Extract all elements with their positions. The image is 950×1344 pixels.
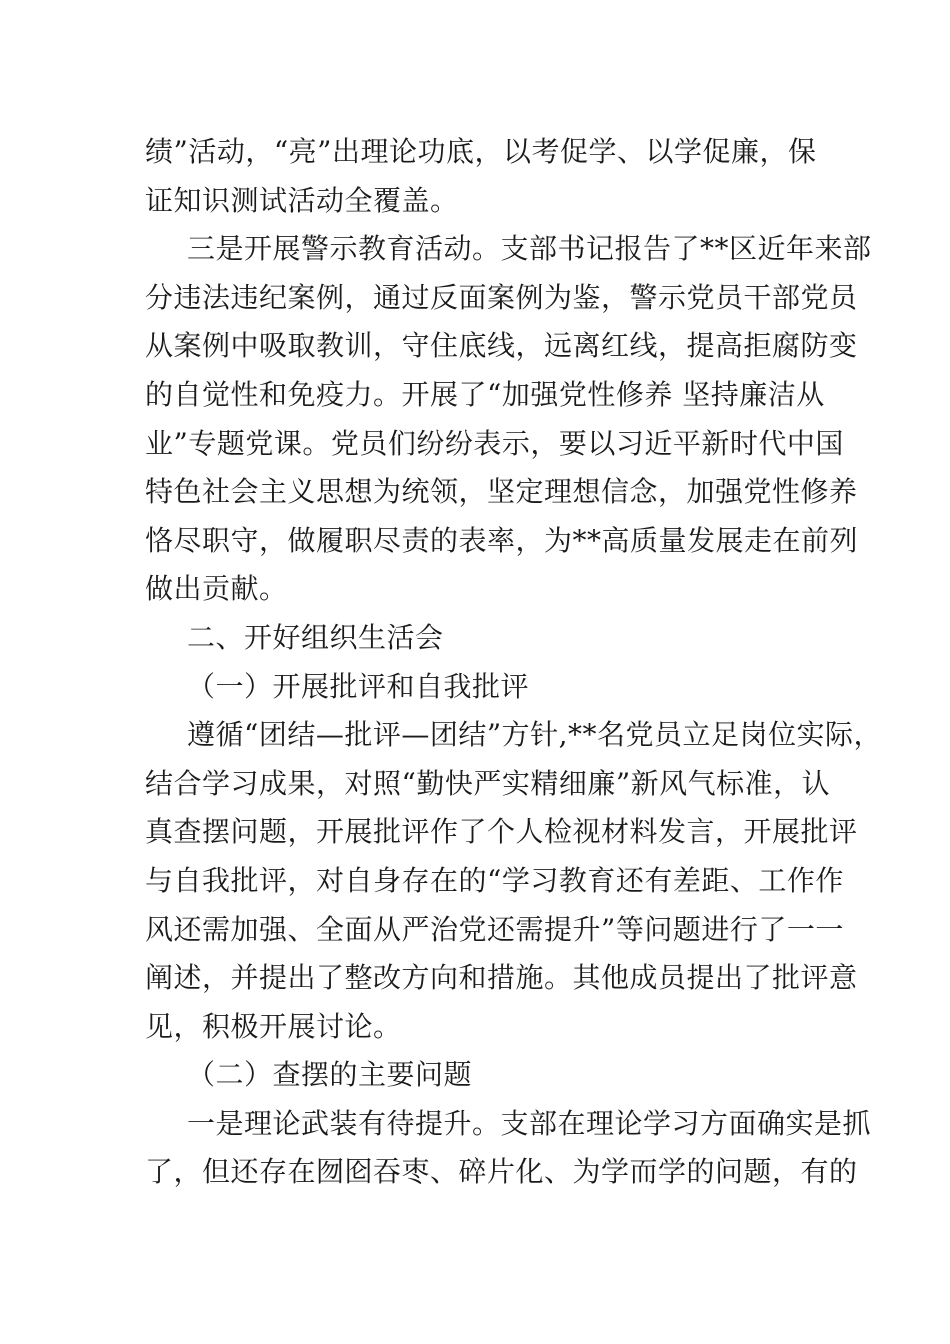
document-body: [145, 128, 883, 1197]
text-line: 绩”活动，“亮”出理论功底，以考促学、以学促廉，保: [145, 135, 817, 168]
text-line: 特色社会主义思想为统领，坚定理想信念，加强党性修养: [145, 475, 858, 509]
text-line: 结合学习成果，对照“勤快严实精细廉”新风气标准，认: [145, 766, 831, 800]
text-line: （二）查摆的主要问题: [187, 1058, 473, 1092]
text-line: 三是开展警示教育活动。支部书记报告了**区近年来部: [187, 232, 872, 266]
text-line: 业”专题党课。党员们纷纷表示，要以习近平新时代中国: [145, 426, 844, 460]
text-line: 恪尽职守，做履职尽责的表率，为**高质量发展走在前列: [145, 523, 859, 557]
text-line: 真查摆问题，开展批评作了个人检视材料发言，开展批评: [145, 815, 858, 849]
text-line: 风还需加强、全面从严治党还需提升”等问题进行了一一: [145, 912, 844, 946]
text-line: 的自觉性和免疫力。开展了“加强党性修养 坚持廉洁从: [145, 377, 825, 411]
text-line: 了，但还存在囫囵吞枣、碎片化、为学而学的问题，有的: [145, 1155, 858, 1189]
text-line: 做出贡献。: [145, 572, 288, 606]
text-line: 见，积极开展讨论。: [145, 1009, 402, 1043]
text-line: （一）开展批评和自我批评: [187, 669, 530, 703]
text-line: 阐述，并提出了整改方向和措施。其他成员提出了批评意: [145, 961, 858, 995]
text-line: 证知识测试活动全覆盖。: [145, 183, 459, 217]
text-line: 二、开好组织生活会: [187, 620, 444, 654]
text-line: 与自我批评，对自身存在的“学习教育还有差距、工作作: [145, 863, 844, 897]
text-line: 分违法违纪案例，通过反面案例为鉴，警示党员干部党员: [145, 280, 858, 314]
text-line: 一是理论武装有待提升。支部在理论学习方面确实是抓: [187, 1106, 872, 1140]
text-line: 从案例中吸取教训，守住底线，远离红线，提高拒腐防变: [145, 329, 858, 363]
text-line: 遵循“团结—批评—团结”方针,**名党员立足岗位实际，: [187, 718, 883, 752]
